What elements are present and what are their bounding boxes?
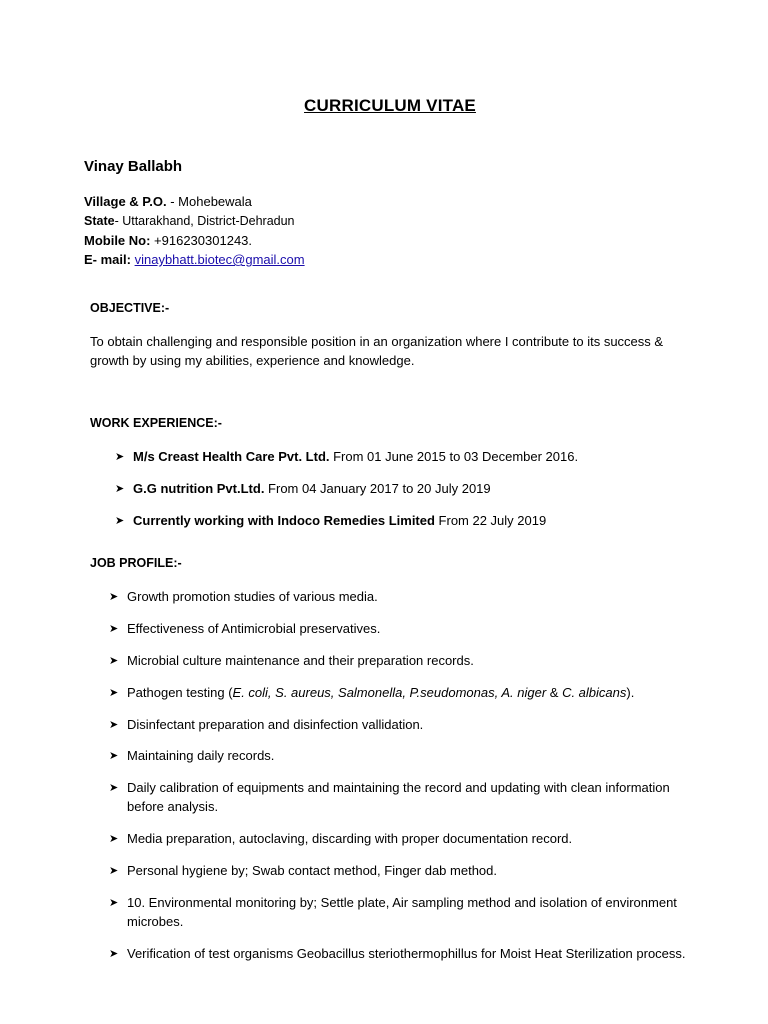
job-item: ➤ Personal hygiene by; Swab contact method, Finger dab method. — [109, 861, 687, 881]
village-row — [84, 192, 305, 211]
pathogen-organisms: E. coli, S. aureus, Salmonella, P.seudomonas, A. niger — [232, 685, 547, 700]
job-item: ➤ Microbial culture maintenance and their preparation records. — [109, 651, 687, 671]
job-item: ➤ 10. Environmental monitoring by; Settle plate, Air sampling method and isolation of environment microbes. — [109, 895, 677, 929]
arrow-bullet-icon: ➤ — [109, 782, 119, 794]
objective-text: To obtain challenging and responsible position in an organization where I contribute to its success & growth by using my abilities, experience and knowledge. — [90, 334, 664, 368]
job-item: ➤ Effectiveness of Antimicrobial preservatives. — [109, 619, 687, 639]
arrow-bullet-icon: ➤ — [109, 865, 119, 877]
mobile-label: Mobile No: — [84, 233, 151, 248]
pathogen-last-organism: C. albicans — [562, 685, 627, 700]
email-row — [84, 250, 305, 269]
job-profile-heading: JOB PROFILE:- — [90, 556, 182, 570]
objective-heading: OBJECTIVE:- — [90, 301, 170, 315]
arrow-bullet-icon: ➤ — [115, 451, 125, 463]
arrow-bullet-icon: ➤ — [109, 655, 119, 667]
email-label: E- mail: — [84, 252, 131, 267]
document-title: CURRICULUM VITAE — [304, 96, 476, 115]
village-value: - Mohebewala — [166, 194, 252, 209]
job-item-pathogen: ➤ Pathogen testing (E. coli, S. aureus, Salmonella, P.seudomonas, A. niger & C. albicans). — [109, 683, 687, 703]
candidate-name: Vinay Ballabh — [84, 158, 183, 175]
state-row — [84, 211, 305, 231]
arrow-bullet-icon: ➤ — [109, 750, 119, 762]
arrow-bullet-icon: ➤ — [109, 687, 119, 699]
work-period: From 04 January 2017 to 20 July 2019 — [264, 481, 491, 496]
mobile-row — [84, 231, 305, 250]
arrow-bullet-icon: ➤ — [109, 833, 119, 845]
arrow-bullet-icon: ➤ — [109, 591, 119, 603]
job-item: ➤ Verification of test organisms Geobacillus steriothermophillus for Moist Heat Sterilization process. — [109, 944, 687, 964]
work-item — [115, 447, 693, 467]
work-period: From 22 July 2019 — [434, 513, 547, 528]
state-value: - Uttarakhand, District-Dehradun — [114, 214, 295, 228]
work-company: Currently working with Indoco Remedies Limited — [133, 513, 435, 528]
job-item: ➤ Daily calibration of equipments and maintaining the record and updating with clean information before analysis. — [109, 780, 670, 814]
arrow-bullet-icon: ➤ — [109, 719, 119, 731]
work-company: G.G nutrition Pvt.Ltd. — [133, 481, 265, 496]
arrow-bullet-icon: ➤ — [109, 897, 119, 909]
mobile-value: +916230301243. — [150, 233, 253, 248]
arrow-bullet-icon: ➤ — [115, 515, 125, 527]
work-period: From 01 June 2015 to 03 December 2016. — [329, 449, 579, 464]
job-item: ➤ Maintaining daily records. — [109, 746, 687, 766]
email-link[interactable]: vinaybhatt.biotec@gmail.com — [134, 252, 305, 267]
arrow-bullet-icon: ➤ — [109, 623, 119, 635]
job-item: ➤ Media preparation, autoclaving, discarding with proper documentation record. — [109, 829, 687, 849]
village-label: Village & P.O. — [84, 194, 167, 209]
work-item — [115, 511, 693, 531]
arrow-bullet-icon: ➤ — [109, 948, 119, 960]
work-experience-heading: WORK EXPERIENCE:- — [90, 416, 222, 430]
contact-block — [84, 192, 305, 269]
job-item: ➤ Disinfectant preparation and disinfection vallidation. — [109, 715, 687, 735]
job-item: ➤ Growth promotion studies of various media. — [109, 587, 687, 607]
arrow-bullet-icon: ➤ — [115, 483, 125, 495]
work-company: M/s Creast Health Care Pvt. Ltd. — [133, 449, 330, 464]
state-label: State — [84, 214, 115, 228]
work-item — [115, 479, 693, 499]
